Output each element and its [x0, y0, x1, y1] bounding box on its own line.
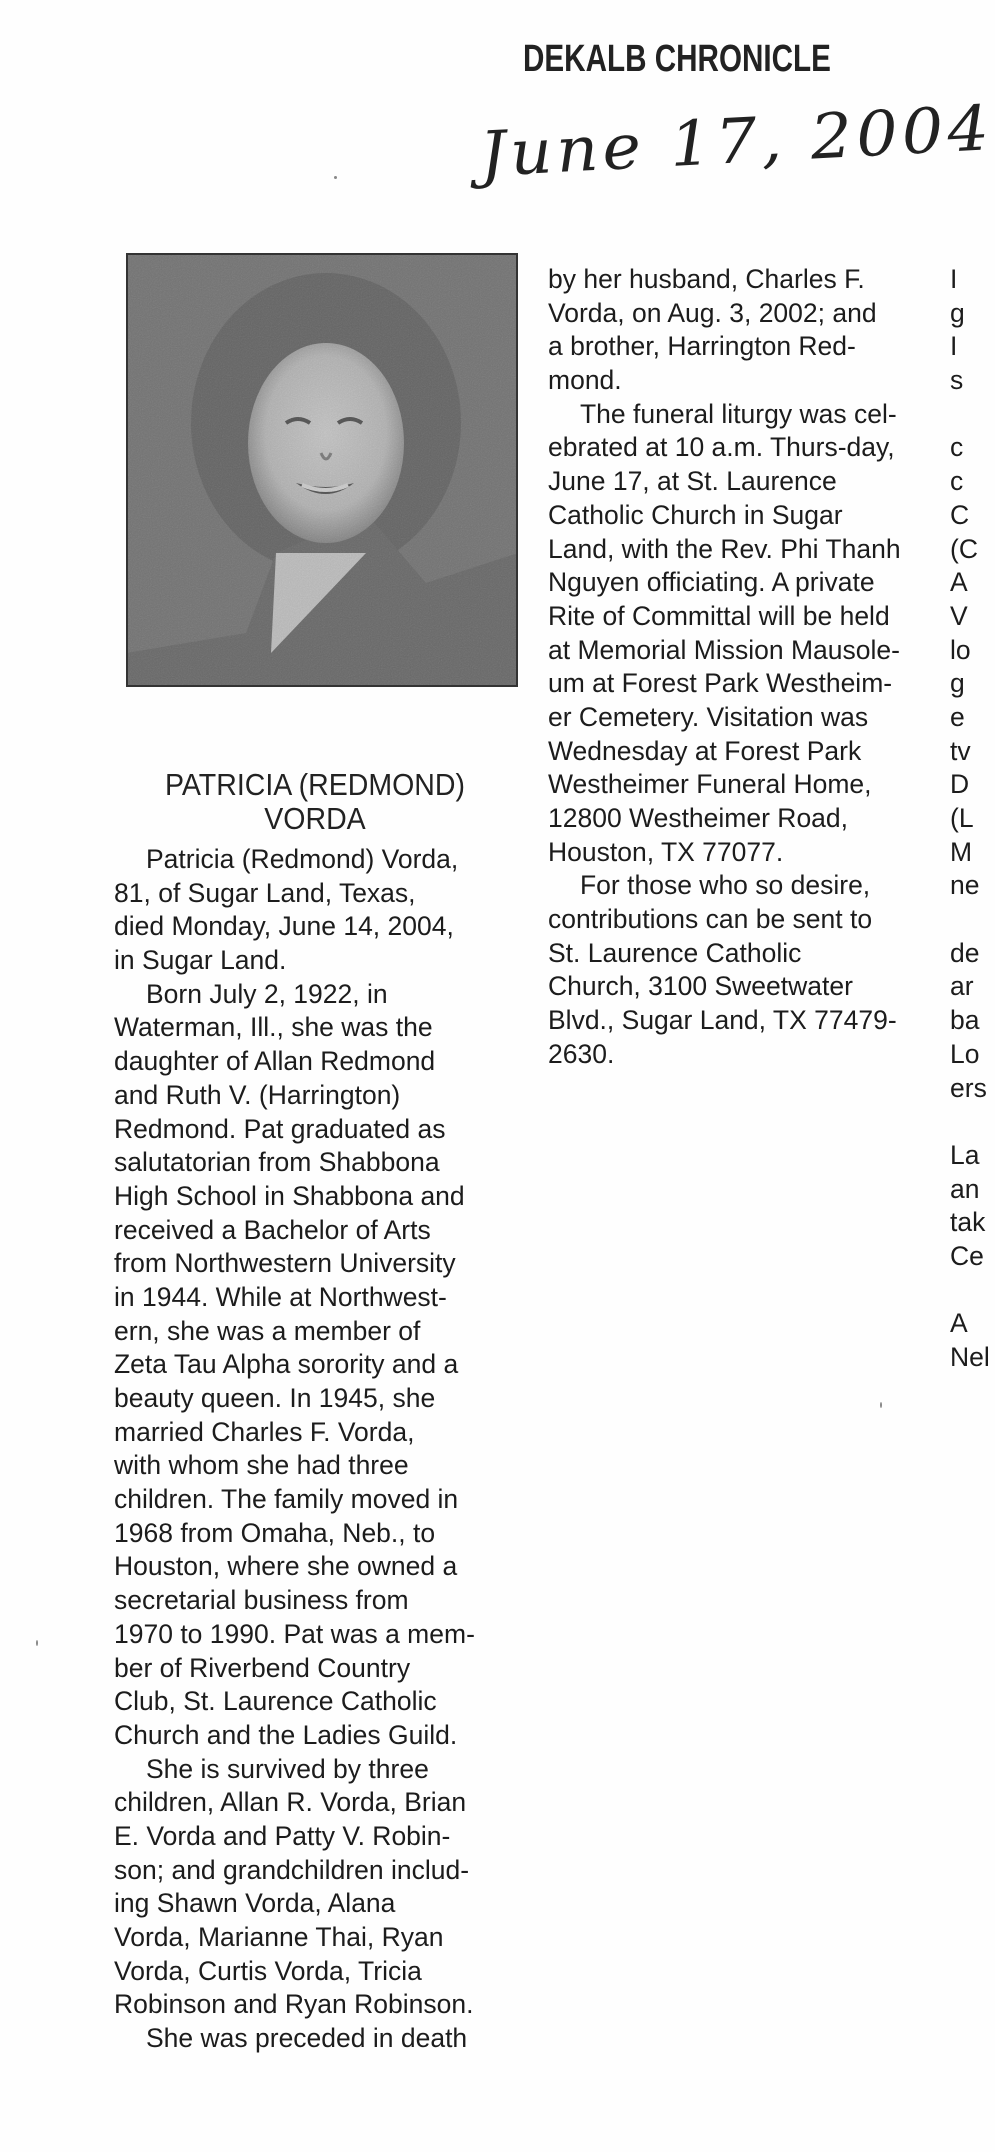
- text-line: ba: [950, 1005, 980, 1036]
- scan-speck: [36, 1640, 38, 1646]
- text-line: Zeta Tau Alpha sorority and a: [114, 1349, 459, 1380]
- text-line: children. The family moved in: [114, 1484, 459, 1515]
- text-line: lo: [950, 634, 971, 665]
- text-line: ers: [950, 1072, 987, 1103]
- text-line: er Cemetery. Visitation was: [548, 701, 869, 732]
- text-line: A: [950, 1308, 968, 1339]
- text-line: um at Forest Park Westheim-: [548, 668, 893, 699]
- text-line: Church and the Ladies Guild.: [114, 1719, 458, 1750]
- text-line: Vorda, Marianne Thai, Ryan: [114, 1922, 444, 1952]
- text-line: died Monday, June 14, 2004,: [114, 911, 454, 942]
- text-line: ebrated at 10 a.m. Thurs-day,: [548, 432, 895, 463]
- text-line: s: [950, 365, 964, 396]
- text-line: children, Allan R. Vorda, Brian: [114, 1787, 467, 1818]
- text-line: Westheimer Funeral Home,: [548, 769, 872, 800]
- text-line: contributions can be sent to: [548, 904, 873, 935]
- text-line: Vorda, on Aug. 3, 2002; and: [548, 297, 877, 328]
- text-line: at Memorial Mission Mausole-: [548, 634, 900, 665]
- text-line: [950, 1274, 990, 1308]
- text-line: 1970 to 1990. Pat was a mem-: [114, 1618, 475, 1649]
- text-line: The funeral liturgy was cel-: [580, 398, 897, 429]
- text-line: tak: [950, 1207, 986, 1238]
- text-line: Lo: [950, 1038, 980, 1069]
- scan-speck: [334, 176, 337, 179]
- text-line: c: [950, 432, 964, 463]
- text-line: Houston, where she owned a: [114, 1551, 458, 1582]
- text-line: C: [950, 499, 970, 530]
- text-line: [950, 398, 990, 432]
- obituary-headline: [100, 768, 530, 836]
- text-line: ern, she was a member of: [114, 1315, 421, 1346]
- text-line: I: [950, 264, 958, 294]
- text-line: a brother, Harrington Red-: [548, 331, 856, 362]
- text-line: Nguyen officiating. A private: [548, 567, 875, 598]
- text-line: Born July 2, 1922, in: [146, 978, 388, 1009]
- text-line: Ce: [950, 1240, 984, 1271]
- text-line: g: [950, 297, 965, 328]
- text-line: mond.: [548, 365, 622, 396]
- text-line: ne: [950, 870, 980, 901]
- text-line: For those who so desire,: [580, 870, 871, 901]
- text-line: in Sugar Land.: [114, 945, 287, 976]
- text-line: secretarial business from: [114, 1585, 409, 1616]
- headline-line: PATRICIA (REDMOND): [164, 767, 465, 802]
- text-line: ber of Riverbend Country: [114, 1652, 411, 1683]
- text-line: Waterman, Ill., she was the: [114, 1012, 433, 1043]
- text-line: M: [950, 836, 973, 867]
- text-line: Nel: [950, 1342, 990, 1372]
- text-line: beauty queen. In 1945, she: [114, 1383, 436, 1413]
- text-line: Houston, TX 77077.: [548, 836, 784, 867]
- text-line: She was preceded in death: [146, 2023, 468, 2054]
- article-column-2: [548, 263, 918, 1072]
- text-line: daughter of Allan Redmond: [114, 1046, 436, 1077]
- text-line: Church, 3100 Sweetwater: [548, 971, 853, 1002]
- text-line: in 1944. While at Northwest-: [114, 1281, 447, 1312]
- text-line: She is survived by three: [146, 1753, 429, 1784]
- newspaper-masthead: DEKALB CHRONICLE: [523, 38, 831, 80]
- scan-speck: [880, 1402, 882, 1408]
- text-line: [950, 1105, 990, 1139]
- text-line: e: [950, 701, 965, 732]
- text-line: High School in Shabbona and: [114, 1180, 465, 1211]
- text-line: Redmond. Pat graduated as: [114, 1113, 446, 1144]
- text-line: with whom she had three: [114, 1450, 409, 1481]
- text-line: Club, St. Laurence Catholic: [114, 1686, 437, 1717]
- text-line: 12800 Westheimer Road,: [548, 803, 849, 833]
- text-line: I: [950, 331, 958, 362]
- text-line: c: [950, 466, 964, 497]
- text-line: D: [950, 769, 970, 800]
- text-line: E. Vorda and Patty V. Robin-: [114, 1820, 451, 1851]
- text-line: by her husband, Charles F.: [548, 264, 865, 294]
- text-line: from Northwestern University: [114, 1248, 456, 1279]
- text-line: received a Bachelor of Arts: [114, 1214, 431, 1245]
- text-line: ing Shawn Vorda, Alana: [114, 1888, 396, 1919]
- text-line: tv: [950, 735, 971, 766]
- text-line: Wednesday at Forest Park: [548, 735, 862, 766]
- text-line: A: [950, 567, 968, 598]
- text-line: (C: [950, 533, 978, 564]
- text-line: (L: [950, 803, 974, 833]
- text-line: 1968 from Omaha, Neb., to: [114, 1517, 436, 1548]
- text-line: 2630.: [548, 1038, 615, 1069]
- text-line: June 17, at St. Laurence: [548, 466, 837, 497]
- text-line: Vorda, Curtis Vorda, Tricia: [114, 1955, 422, 1986]
- text-line: g: [950, 668, 965, 699]
- text-line: Robinson and Ryan Robinson.: [114, 1989, 474, 2020]
- text-line: Land, with the Rev. Phi Thanh: [548, 533, 901, 564]
- text-line: Catholic Church in Sugar: [548, 499, 843, 530]
- obituary-portrait-photo: [126, 253, 518, 687]
- text-line: son; and grandchildren includ-: [114, 1854, 470, 1885]
- text-line: de: [950, 937, 980, 968]
- text-line: La: [950, 1139, 980, 1170]
- text-line: 81, of Sugar Land, Texas,: [114, 877, 416, 908]
- text-line: salutatorian from Shabbona: [114, 1147, 440, 1178]
- text-line: Blvd., Sugar Land, TX 77479-: [548, 1005, 897, 1036]
- article-column-1: [114, 843, 494, 2056]
- text-line: V: [950, 600, 968, 631]
- text-line: [950, 903, 990, 937]
- text-line: ar: [950, 971, 974, 1002]
- text-line: St. Laurence Catholic: [548, 937, 802, 968]
- article-column-3-cropped: [950, 263, 990, 1375]
- text-line: Rite of Committal will be held: [548, 600, 890, 631]
- text-line: an: [950, 1173, 980, 1204]
- handwritten-date: June 17, 2004: [478, 91, 995, 191]
- text-line: Patricia (Redmond) Vorda,: [146, 844, 459, 874]
- text-line: and Ruth V. (Harrington): [114, 1079, 401, 1110]
- text-line: married Charles F. Vorda,: [114, 1416, 415, 1447]
- headline-line: VORDA: [264, 801, 366, 836]
